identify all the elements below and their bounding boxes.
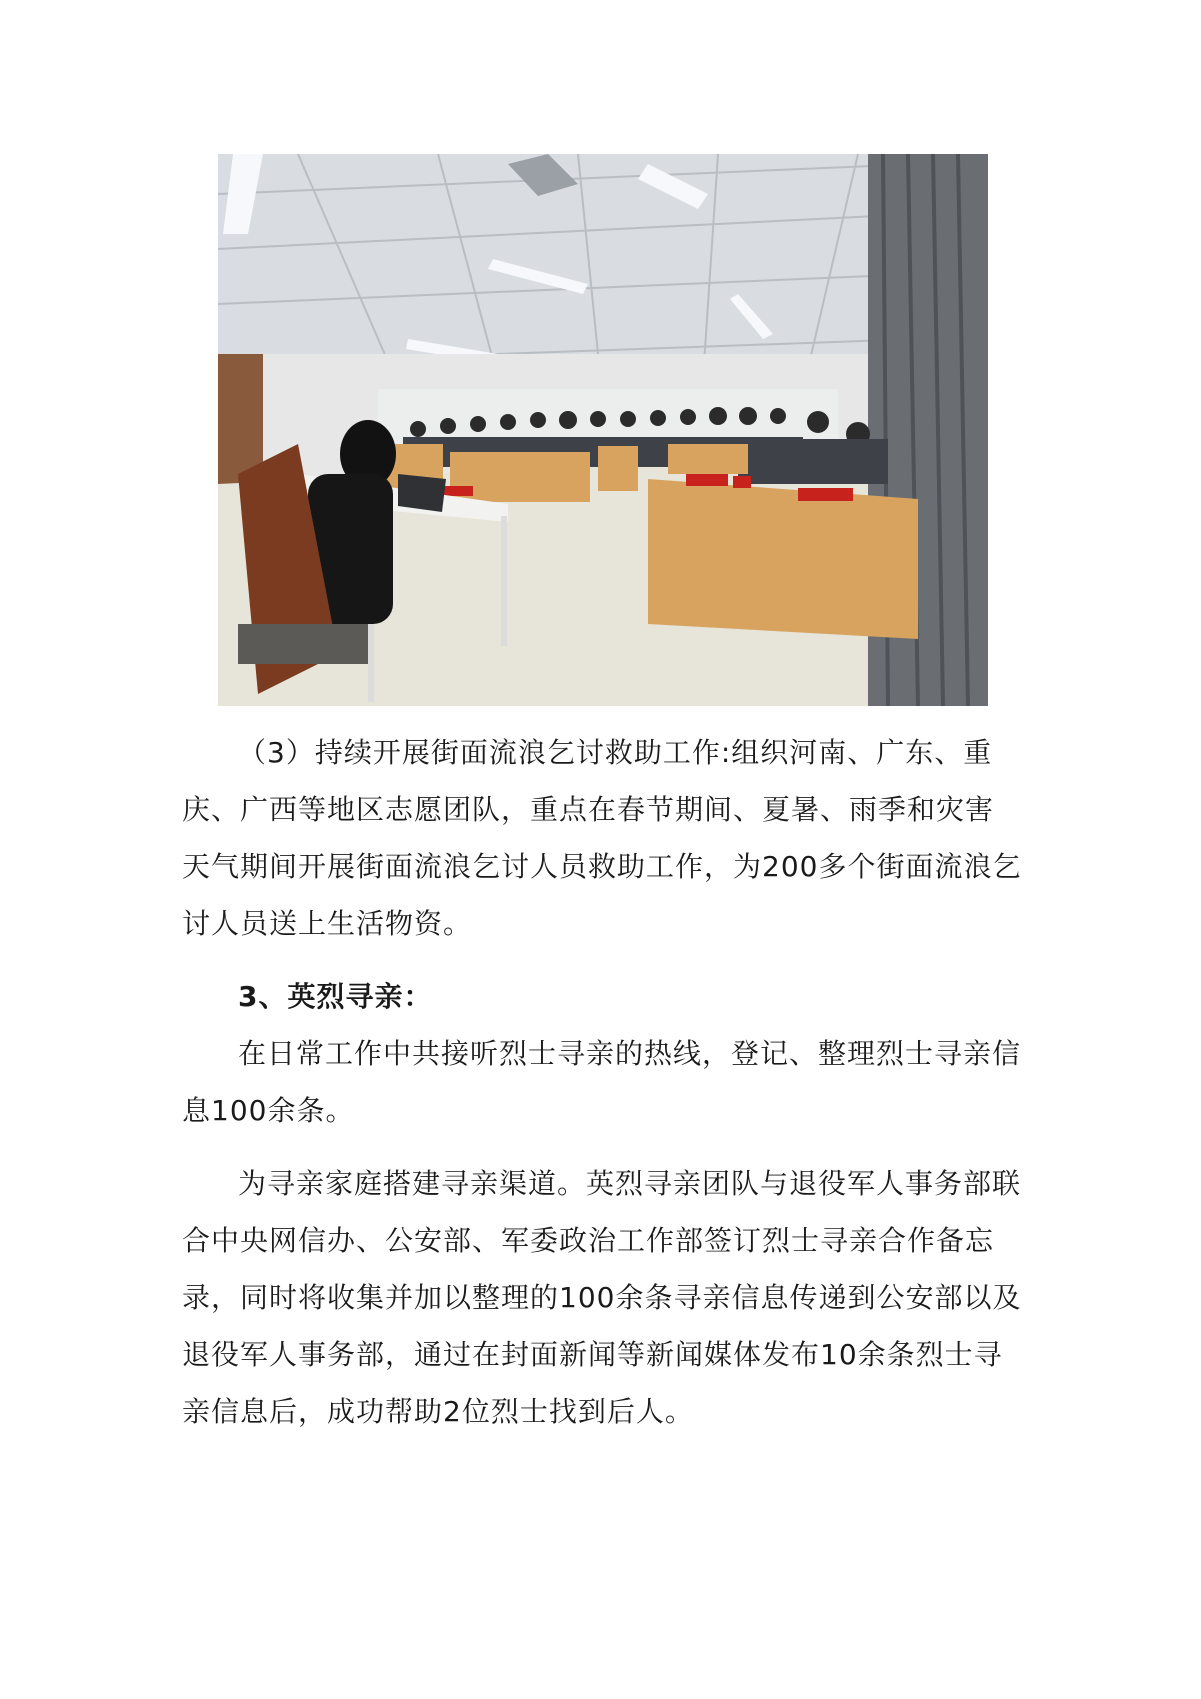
meeting-photo: [218, 154, 988, 706]
paragraph-street-aid: （3）持续开展街面流浪乞讨救助工作:组织河南、广东、重庆、广西等地区志愿团队，重点在春节期间、夏暑、雨季和灾害天气期间开展街面流浪乞讨人员救助工作，为200多个街面流浪乞讨人员送上生活物资。: [182, 736, 1022, 940]
section-heading-martyr-search: 3、英烈寻亲：: [238, 980, 433, 1013]
paragraph-hotline: 在日常工作中共接听烈士寻亲的热线，登记、整理烈士寻亲信息100余条。: [182, 1037, 1022, 1127]
paragraph-search-channel: 为寻亲家庭搭建寻亲渠道。英烈寻亲团队与退役军人事务部联合中央网信办、公安部、军委政治工作部签订烈士寻亲合作备忘录，同时将收集并加以整理的100余条寻亲信息传递到公安部以及退役军人事务部，通过在封面新闻等新闻媒体发布10余条烈士寻亲信息后，成功帮助2位烈士找到后人。: [182, 1167, 1022, 1428]
